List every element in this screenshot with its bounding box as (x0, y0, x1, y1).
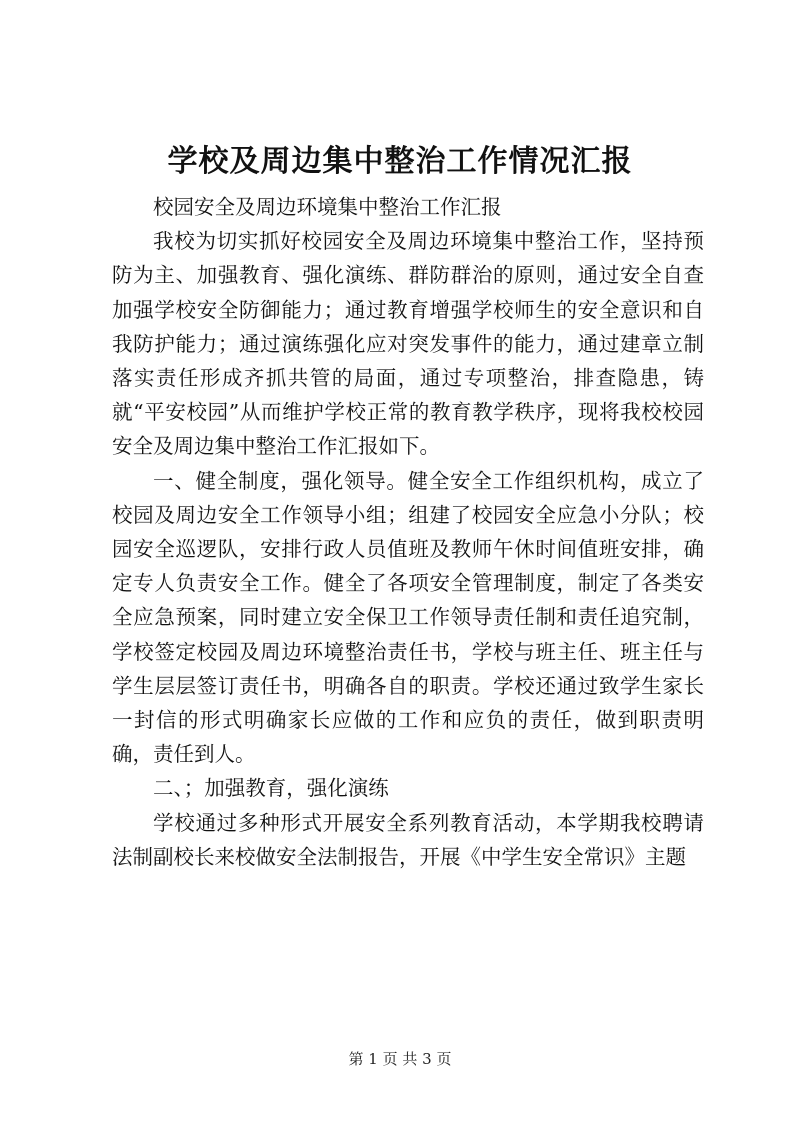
document-title: 学校及周边集中整治工作情况汇报 (167, 144, 633, 179)
section-two-heading: 二、；加强教育，强化演练 (153, 776, 389, 801)
subtitle-paragraph: 校园安全及周边环境集中整治工作汇报 (153, 195, 502, 219)
page-number-footer: 第 1 页 共 3 页 (348, 1050, 452, 1068)
section-two-paragraph: 学校通过多种形式开展安全系列教育活动，本学期我校聘请法制副校长来校做安全法制报告，开展《中学生安全常识》主题 (112, 810, 704, 869)
section-one-paragraph: 一、健全制度，强化领导。健全安全工作组织机构，成立了校园及周边安全工作领导小组；组建了校园安全应急小分队；校园安全巡逻队，安排行政人员值班及教师午休时间值班安排，确定专人负责安全工作。健全了各项安全管理制度，制定了各类安全应急预案，同时建立安全保卫工作领导责任制和责任追究制，学校签定校园及周边环境整治责任书，学校与班主任、班主任与学生层层签订责任书，明确各自的职责。学校还通过致学生家长一封信的形式明确家长应做的工作和应负的责任，做到职责明确，责任到人。 (112, 468, 704, 767)
intro-paragraph: 我校为切实抓好校园安全及周边环境集中整治工作，坚持预防为主、加强教育、强化演练、群防群治的原则，通过安全自查加强学校安全防御能力；通过教育增强学校师生的安全意识和自我防护能力；通过演练强化应对突发事件的能力，通过建章立制落实责任形成齐抓共管的局面，通过专项整治，排查隐患，铸就“平安校园”从而维护学校正常的教育教学秩序，现将我校校园安全及周边集中整治工作汇报如下。 (112, 229, 704, 459)
document-body (112, 190, 704, 874)
